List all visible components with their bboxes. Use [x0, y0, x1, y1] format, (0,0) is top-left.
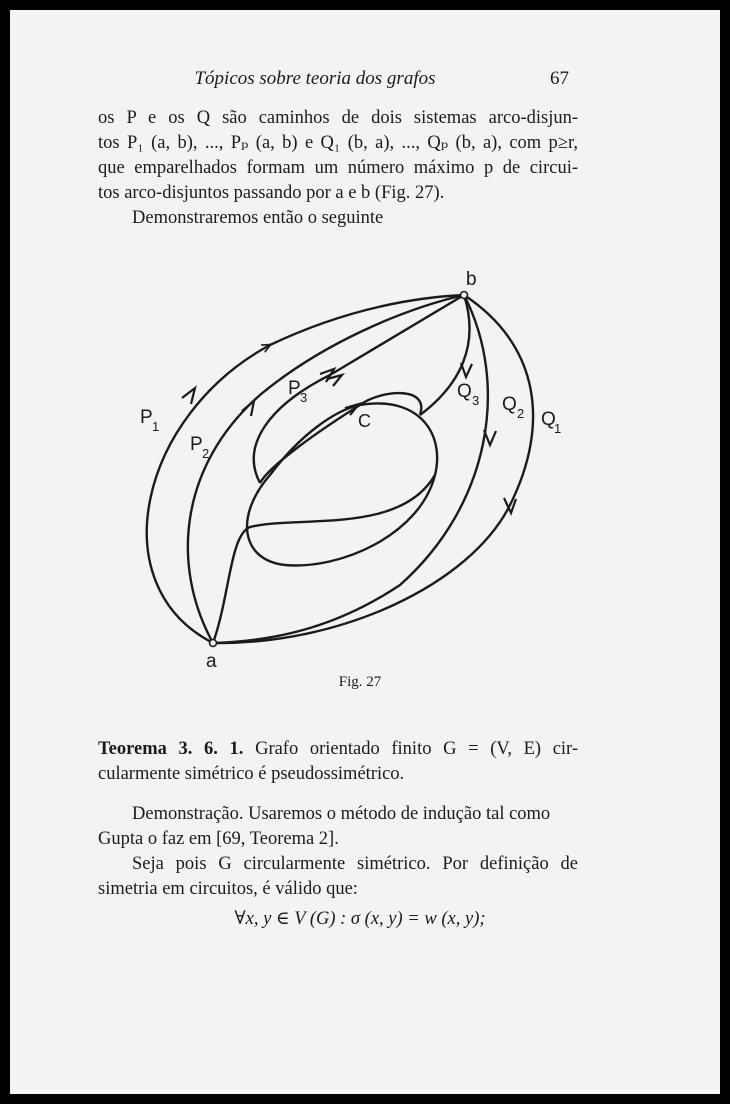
label-p1-sub: 1	[152, 419, 160, 434]
intro-line: que emparelhados formam um número máximo p de circui-	[98, 158, 578, 178]
edge-q1	[213, 295, 533, 643]
label-q3-sub: 3	[472, 393, 480, 408]
label-p1: P	[140, 407, 153, 428]
intro-line: Demonstraremos então o seguinte	[132, 208, 384, 228]
arrow-q3	[461, 363, 472, 377]
proof-paragraph	[98, 802, 578, 902]
proof-line: Gupta o faz em [69, Teorema 2].	[98, 829, 339, 849]
figure-caption: Fig. 27	[338, 674, 382, 690]
vertex-a	[210, 640, 217, 647]
label-p3: P	[288, 378, 301, 399]
formula: ∀x, y ∈ V (G) : σ (x, y) = w (x, y);	[234, 909, 486, 929]
label-q3: Q	[457, 381, 472, 402]
label-c: C	[358, 411, 371, 431]
theorem-line	[98, 737, 578, 762]
vertex-b	[461, 292, 468, 299]
label-p2: P	[190, 434, 203, 455]
theorem-heading: Teorema 3. 6. 1.	[98, 739, 244, 759]
proof-line: simetria em circuitos, é válido que:	[98, 879, 358, 899]
edge-inner-a	[213, 475, 435, 643]
label-p3-sub: 3	[300, 390, 308, 405]
proof-line: Seja pois G circularmente simétrico. Por definição de	[132, 854, 578, 874]
label-q2: Q	[502, 394, 517, 415]
intro-line: os P e os Q são caminhos de dois sistemas arco-disjun-	[98, 108, 578, 128]
proof-line: Demonstração. Usaremos o método de indução tal como	[132, 804, 551, 824]
graph-figure	[120, 265, 560, 675]
label-p2-sub: 2	[202, 446, 210, 461]
label-q2-sub: 2	[517, 406, 525, 421]
arrow-p2	[242, 401, 254, 416]
label-b: b	[466, 269, 477, 290]
intro-line: tos P₁ (a, b), ..., Pₚ (a, b) e Q₁ (b, a), ..., Qₚ (b, a), com p≥r,	[98, 133, 578, 153]
label-a: a	[206, 651, 217, 672]
page-number: 67	[550, 68, 569, 89]
running-title: Tópicos sobre teoria dos grafos	[194, 68, 436, 89]
arrow-p1	[182, 388, 195, 404]
book-page	[10, 10, 720, 1094]
arrow-q2	[484, 430, 496, 445]
edge-p1	[147, 295, 464, 643]
intro-line: tos arco-disjuntos passando por a e b (Fig. 27).	[98, 183, 445, 203]
intro-paragraph	[98, 106, 578, 231]
theorem-paragraph	[98, 737, 578, 787]
central-region	[247, 403, 437, 565]
theorem-statement: Grafo orientado finito G = (V, E) cir-	[255, 739, 579, 759]
label-q1-sub: 1	[554, 421, 562, 436]
theorem-line: cularmente simétrico é pseudossimétrico.	[98, 764, 405, 784]
label-q1: Q	[541, 409, 556, 430]
